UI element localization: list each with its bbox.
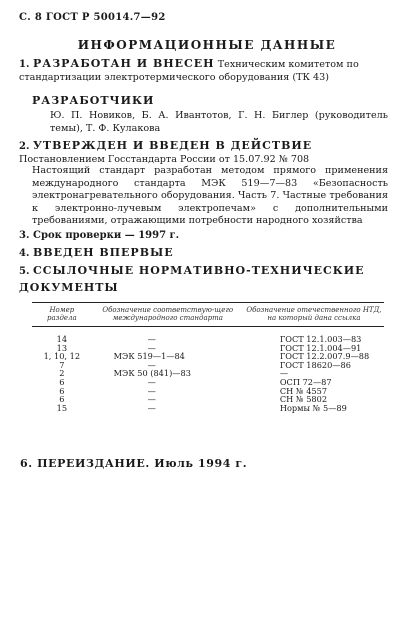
cell-section: 1, 10, 12 <box>43 351 81 362</box>
cell-national: — <box>279 368 289 379</box>
cell-section: 6 <box>59 394 65 405</box>
cell-international: — <box>147 342 156 353</box>
table-row <box>32 361 384 370</box>
section-6 <box>20 457 247 470</box>
cell-national: ОСП 72—87 <box>279 376 332 387</box>
section-1-number: 1. <box>19 59 30 70</box>
column-header-national: Обозначение отечественного НТД, на который дана ссылка <box>244 302 384 327</box>
section-2-text: Постановлением Госстандарта России от 15.07.92 № 708 <box>19 154 310 165</box>
developers-text: Ю. П. Новиков, Б. А. Ивантотов, Г. Н. Биглер (руководитель темы), Т. Ф. Кулакова <box>50 110 388 134</box>
section-4-number: 4. <box>19 248 30 259</box>
table-body <box>32 335 384 412</box>
cell-national: ГОСТ 12.2.007.9—88 <box>279 351 370 362</box>
cell-section: 15 <box>56 402 68 413</box>
section-4 <box>19 246 174 260</box>
page-title: ИНФОРМАЦИОННЫЕ ДАННЫЕ <box>77 38 337 52</box>
section-2 <box>19 139 391 166</box>
cell-national: ГОСТ 12.1.004—91 <box>279 342 362 353</box>
section-2-heading: УТВЕРЖДЕН И ВВЕДЕН В ДЕЙСТВИЕ <box>33 139 313 152</box>
section-2-description: Настоящий стандарт разработан методом прямого применения международного стандарта МЭК 519—7—83 «Безопасность электронагревательного оборудования. Часть 7. Частные требования к электронно-лучевым электропечам» с дополнительными требованиями, отражающими потребности народного хозяйства <box>32 165 388 227</box>
table-header-row <box>32 302 384 327</box>
table-row <box>32 378 384 387</box>
page-header: С. 8 ГОСТ Р 50014.7—92 <box>19 12 166 23</box>
section-3-text: Срок проверки — 1997 г. <box>33 230 180 241</box>
section-4-text: ВВЕДЕН ВПЕРВЫЕ <box>33 246 174 259</box>
cell-section: 7 <box>59 359 65 370</box>
cell-international: МЭК 519—1—84 <box>113 351 185 362</box>
section-3 <box>19 229 179 242</box>
cell-international: — <box>147 376 156 387</box>
section-5-text: ССЫЛОЧНЫЕ НОРМАТИВНО-ТЕХНИЧЕСКИЕ ДОКУМЕНТЫ <box>19 264 365 294</box>
cell-international: — <box>147 334 156 344</box>
column-header-section: Номер раздела <box>32 302 92 327</box>
section-5 <box>19 263 389 297</box>
cell-international: — <box>147 402 156 413</box>
section-6-text: ПЕРЕИЗДАНИЕ. Июль 1994 г. <box>37 457 248 470</box>
section-6-number: 6. <box>20 457 33 470</box>
cell-national: Нормы № 5—89 <box>279 402 347 413</box>
cell-national: ГОСТ 18620—86 <box>279 359 351 370</box>
cell-international: — <box>147 394 156 405</box>
cell-national: ГОСТ 12.1.003—83 <box>279 334 362 344</box>
cell-international: — <box>147 359 156 370</box>
section-3-number: 3. <box>19 230 30 241</box>
cell-international: — <box>147 385 156 396</box>
cell-national: СН № 4557 <box>279 385 328 396</box>
cell-section: 6 <box>59 385 65 396</box>
developers-heading: РАЗРАБОТЧИКИ <box>32 94 155 107</box>
cell-section: 2 <box>59 368 65 379</box>
section-1-text: Техническим комитетом по стандартизации электротермического оборудования (ТК 43) <box>19 59 359 83</box>
section-1 <box>19 57 391 84</box>
cell-international: МЭК 50 (841)—83 <box>113 368 191 379</box>
section-5-number: 5. <box>19 266 30 277</box>
table-row <box>32 404 384 413</box>
cell-section: 14 <box>56 334 68 344</box>
section-2-number: 2. <box>19 141 30 152</box>
cell-national: СН № 5802 <box>279 394 328 405</box>
cell-section: 6 <box>59 376 65 387</box>
table-row <box>32 387 384 396</box>
cell-section: 13 <box>56 342 68 353</box>
references-table <box>32 302 384 412</box>
section-1-heading: РАЗРАБОТАН И ВНЕСЕН <box>33 57 215 70</box>
column-header-international: Обозначение соответствую-щего международного стандарта <box>92 302 244 327</box>
